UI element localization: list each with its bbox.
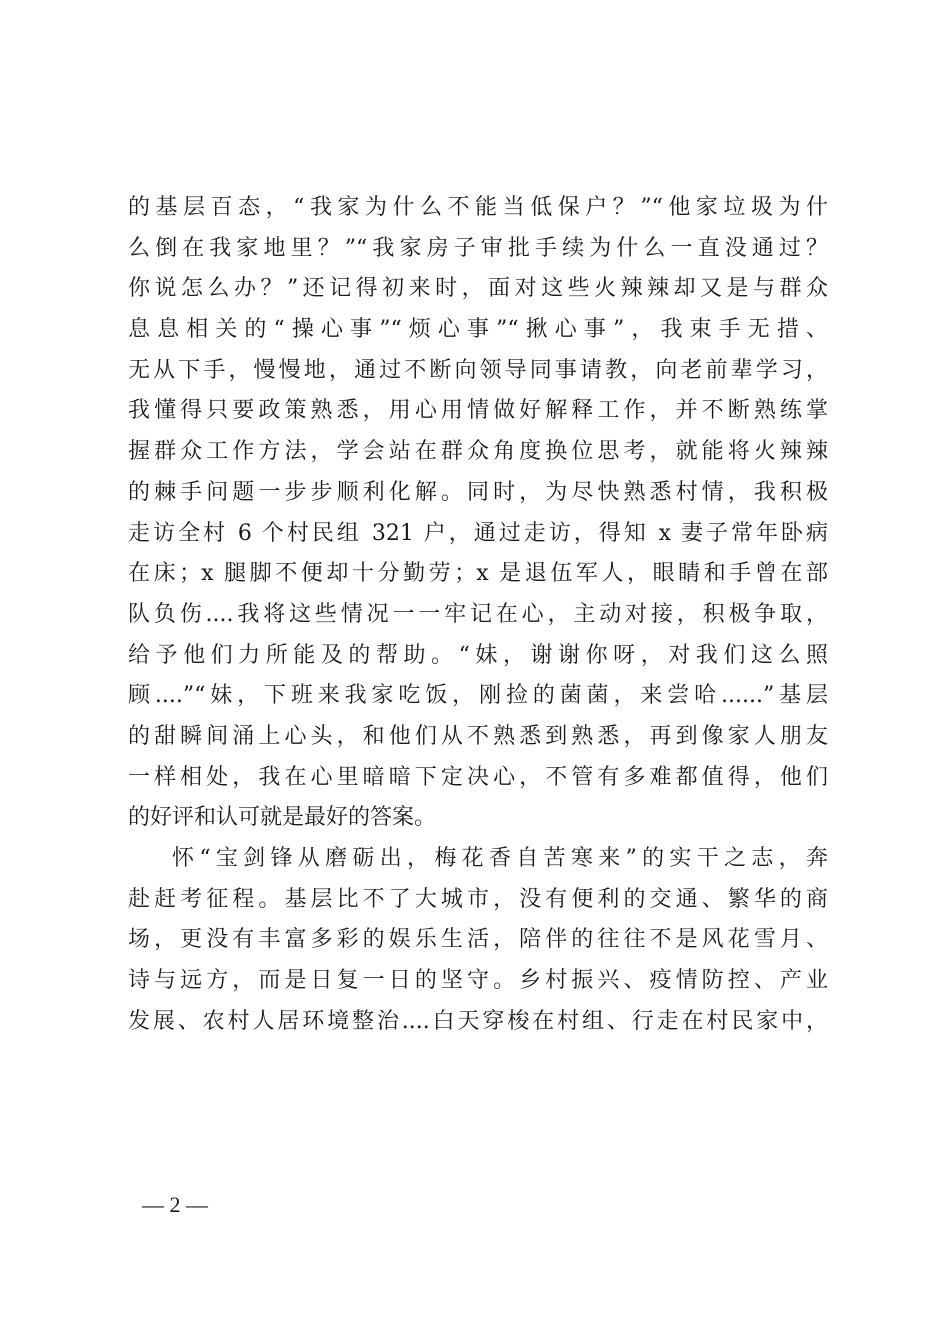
- text-line: 我懂得只要政策熟悉，用心用情做好解释工作，并不断熟练掌: [128, 398, 828, 424]
- text-line: 顾....”“妹，下班来我家吃饭，刚捡的菌菌，来尝哈......”基层: [128, 683, 828, 709]
- text-line: 场，更没有丰富多彩的娱乐生活，陪伴的往往不是风花雪月、: [128, 927, 828, 953]
- text-line: 的好评和认可就是最好的答案。: [128, 805, 437, 831]
- text-line: 诗与远方，而是日复一日的坚守。乡村振兴、疫情防控、产业: [128, 968, 828, 994]
- text-line: 走访全村 6 个村民组 321 户，通过走访，得知 x 妻子常年卧病: [128, 520, 828, 546]
- text-line: 么倒在我家地里？”“我家房子审批手续为什么一直没通过？: [128, 235, 828, 261]
- text-line: 一样相处，我在心里暗暗下定决心，不管有多难都值得，他们: [128, 764, 828, 790]
- text-line: 给予他们力所能及的帮助。“妹，谢谢你呀，对我们这么照: [128, 642, 828, 668]
- text-line: 的基层百态，“我家为什么不能当低保户？”“他家垃圾为什: [128, 195, 828, 220]
- paragraph-1: [128, 188, 828, 839]
- text-line: 队负伤....我将这些情况一一牢记在心，主动对接，积极争取，: [128, 601, 828, 627]
- text-line: 发展、农村人居环境整治....白天穿梭在村组、行走在村民家中，: [128, 1008, 828, 1034]
- text-line: 息息相关的“操心事”“烦心事”“揪心事”，我束手无措、: [128, 317, 828, 343]
- text-line: 在床；x 腿脚不便却十分勤劳；x 是退伍军人，眼睛和手曾在部: [128, 561, 828, 587]
- text-line: 握群众工作方法，学会站在群众角度换位思考，就能将火辣辣: [128, 439, 828, 465]
- text-line: 无从下手，慢慢地，通过不断向领导同事请教，向老前辈学习，: [128, 357, 828, 383]
- paragraph-2: [128, 839, 828, 1042]
- body-text: [128, 188, 828, 1042]
- text-line: 的甜瞬间涌上心头，和他们从不熟悉到熟悉，再到像家人朋友: [128, 723, 828, 749]
- text-line: 你说怎么办？”还记得初来时，面对这些火辣辣却又是与群众: [128, 276, 828, 302]
- page-number: — 2 —: [142, 1192, 208, 1217]
- text-line: 怀“宝剑锋从磨砺出，梅花香自苦寒来”的实干之志，奔: [172, 846, 828, 871]
- text-line: 赴赶考征程。基层比不了大城市，没有便利的交通、繁华的商: [128, 886, 828, 912]
- text-line: 的棘手问题一步步顺利化解。同时，为尽快熟悉村情，我积极: [128, 479, 828, 505]
